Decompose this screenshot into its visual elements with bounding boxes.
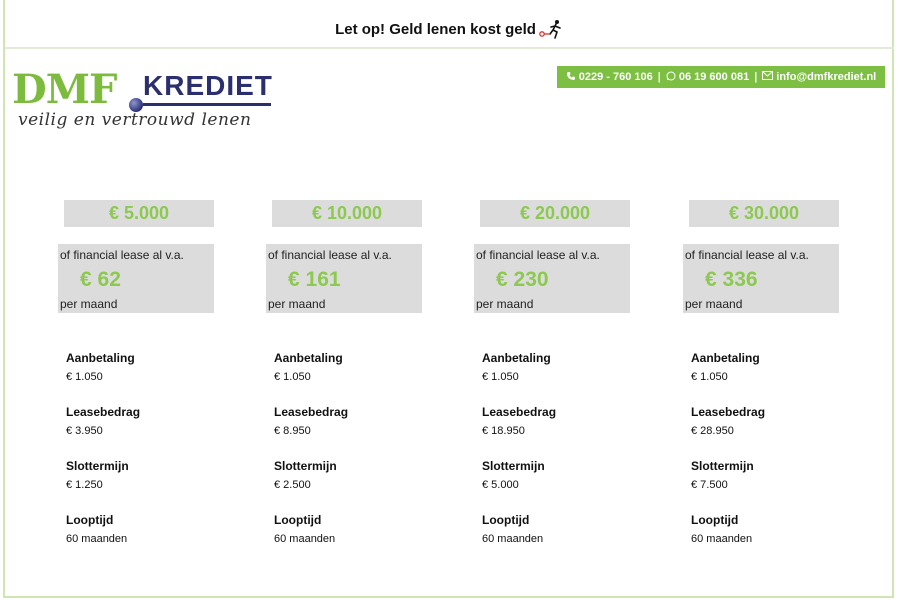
running-person-icon	[538, 19, 564, 39]
spec-label: Aanbetaling	[482, 351, 551, 365]
lease-intro: of financial lease al v.a.	[476, 248, 600, 262]
lease-box	[474, 244, 630, 313]
spec-item	[482, 512, 543, 547]
logo-krediet-text: KREDIET	[143, 70, 273, 101]
spec-value: € 18.950	[482, 425, 525, 437]
spec-item	[691, 404, 765, 439]
logo-underline	[143, 103, 271, 106]
contact-email[interactable]: info@dmfkrediet.nl	[776, 71, 877, 83]
spec-item	[274, 350, 343, 385]
per-month-label: per maand	[60, 297, 118, 311]
spec-item	[66, 512, 127, 547]
spec-label: Aanbetaling	[274, 351, 343, 365]
spec-value: € 1.050	[274, 371, 311, 383]
spec-item	[691, 512, 752, 547]
loan-amount[interactable]: € 30.000	[689, 200, 839, 227]
spec-value: € 1.250	[66, 479, 103, 491]
spec-value: 60 maanden	[691, 533, 753, 545]
logo-dmf-text: DMF	[12, 66, 117, 113]
spec-label: Looptijd	[482, 513, 530, 527]
spec-item	[66, 404, 140, 439]
spec-label: Slottermijn	[274, 459, 337, 473]
per-month-label: per maand	[685, 297, 743, 311]
lease-box	[266, 244, 422, 313]
monthly-amount: € 62	[80, 268, 121, 291]
whatsapp-icon	[666, 71, 676, 84]
loan-amount[interactable]: € 20.000	[480, 200, 630, 227]
spec-item	[66, 350, 135, 385]
spec-item	[482, 404, 556, 439]
envelope-icon	[762, 71, 773, 83]
spec-label: Looptijd	[274, 513, 322, 527]
spec-label: Leasebedrag	[274, 405, 349, 419]
warning-text: Let op! Geld lenen kost geld	[335, 21, 536, 38]
spec-value: € 1.050	[66, 371, 103, 383]
dmf-krediet-logo[interactable]	[12, 68, 282, 134]
spec-label: Looptijd	[691, 513, 739, 527]
spec-label: Looptijd	[66, 513, 114, 527]
spec-value: € 5.000	[482, 479, 519, 491]
spec-value: 60 maanden	[274, 533, 336, 545]
monthly-amount: € 230	[496, 268, 549, 291]
loan-amount[interactable]: € 5.000	[64, 200, 214, 227]
spec-value: € 1.050	[482, 371, 519, 383]
spec-value: € 7.500	[691, 479, 728, 491]
lease-intro: of financial lease al v.a.	[685, 248, 809, 262]
spec-label: Slottermijn	[691, 459, 754, 473]
separator: |	[754, 71, 758, 83]
spec-label: Leasebedrag	[691, 405, 766, 419]
per-month-label: per maand	[476, 297, 534, 311]
spec-item	[482, 350, 551, 385]
spec-item	[66, 458, 129, 493]
spec-label: Aanbetaling	[691, 351, 760, 365]
spec-label: Slottermijn	[66, 459, 129, 473]
spec-item	[482, 458, 545, 493]
spec-value: € 3.950	[66, 425, 103, 437]
logo-tagline: veilig en vertrouwd lenen	[18, 110, 252, 130]
spec-label: Aanbetaling	[66, 351, 135, 365]
per-month-label: per maand	[268, 297, 326, 311]
spec-item	[274, 512, 335, 547]
spec-value: € 1.050	[691, 371, 728, 383]
spec-value: € 2.500	[274, 479, 311, 491]
lease-box	[58, 244, 214, 313]
spec-item	[691, 350, 760, 385]
spec-value: € 28.950	[691, 425, 734, 437]
spec-item	[274, 404, 348, 439]
spec-label: Leasebedrag	[66, 405, 141, 419]
monthly-amount: € 336	[705, 268, 758, 291]
spec-value: € 8.950	[274, 425, 311, 437]
monthly-amount: € 161	[288, 268, 341, 291]
spec-label: Leasebedrag	[482, 405, 557, 419]
lease-intro: of financial lease al v.a.	[60, 248, 184, 262]
spec-item	[274, 458, 337, 493]
separator: |	[657, 71, 661, 83]
lease-intro: of financial lease al v.a.	[268, 248, 392, 262]
contact-whatsapp[interactable]: 06 19 600 081	[678, 71, 750, 83]
loan-amount[interactable]: € 10.000	[272, 200, 422, 227]
spec-value: 60 maanden	[66, 533, 128, 545]
contact-bar	[557, 66, 885, 88]
spec-item	[691, 458, 754, 493]
spec-value: 60 maanden	[482, 533, 544, 545]
contact-phone[interactable]: 0229 - 760 106	[578, 71, 653, 83]
phone-icon	[566, 71, 576, 84]
warning-banner	[5, 0, 894, 49]
lease-box	[683, 244, 839, 313]
spec-label: Slottermijn	[482, 459, 545, 473]
